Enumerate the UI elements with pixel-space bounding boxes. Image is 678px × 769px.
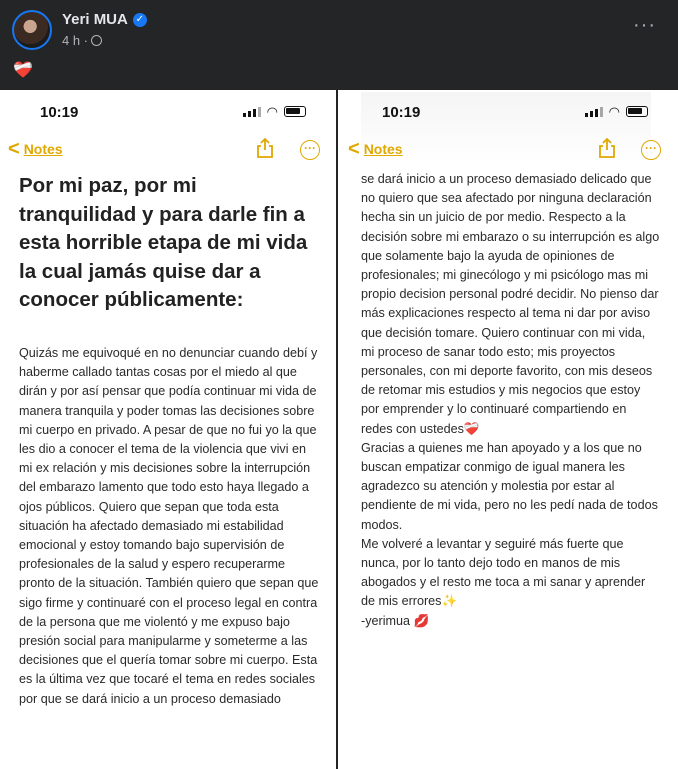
wifi-icon: ◠ [608, 104, 620, 119]
chevron-left-icon: < [348, 138, 360, 160]
status-bar [0, 104, 336, 124]
note-screenshot-right[interactable] [338, 90, 678, 769]
author-row [62, 11, 147, 28]
globe-icon [91, 35, 102, 46]
signal-icon [585, 106, 603, 117]
notes-back-label: Notes [23, 141, 63, 157]
notes-back-label: Notes [363, 141, 403, 157]
notes-back-button[interactable] [348, 140, 403, 158]
notes-back-button[interactable] [8, 140, 63, 158]
share-icon[interactable] [256, 138, 274, 158]
status-bar [338, 104, 678, 124]
post-time[interactable]: 4 h · [62, 33, 89, 48]
chevron-left-icon: < [8, 138, 20, 160]
post-meta [62, 33, 102, 48]
status-icons [243, 106, 306, 117]
notes-nav-bar [0, 140, 336, 164]
status-time: 10:19 [382, 104, 421, 121]
post-caption: ❤️‍🩹 [13, 62, 33, 79]
ellipsis-circle-icon[interactable]: ··· [300, 140, 320, 160]
bottom-fade [0, 755, 336, 769]
share-icon[interactable] [598, 138, 616, 158]
note-title: Por mi paz, por mi tranquilidad y para darle fin a esta horrible etapa de mi vida la cual jamás quise dar a conocer públicamente: [19, 174, 308, 311]
signal-icon [243, 106, 261, 117]
wifi-icon: ◠ [266, 104, 278, 119]
verified-badge-icon: ✓ [133, 13, 147, 27]
avatar[interactable] [12, 10, 52, 50]
more-options-button[interactable]: ··· [633, 14, 656, 36]
battery-icon [284, 106, 306, 117]
status-icons [585, 106, 648, 117]
author-name[interactable]: Yeri MUA [62, 11, 128, 28]
status-time: 10:19 [40, 104, 79, 121]
notes-nav-bar [338, 140, 678, 164]
note-body-left: Quizás me equivoqué en no denunciar cuando debí y haberme callado tantas cosas por el miedo al que dirán y por así pensar que podía continuar mi vida de manera tranquila y poder tomas las decisiones sobre mi cuerpo en privado. A pesar de que no fui yo la que les dio a conocer el tema de la violencia que vivi en mi ex relación y mis decisiones sobre la interrupción del embarazo lamento que todo esto haya llegado a ojos públicos. Quiero que sepan que toda esta situación ha afectado demasiado mi estabilidad emocional y estoy tomando bajo supervisión de profesionales de la salud y espero recuperarme pronto de la situación. También quiero que sepan que sigo firme y continuaré con el proceso legal en contra de la persona que me violentó y me expuso bajo presión social para manipularme y someterme a las decisiones que el quería tomar sobre mi cuerpo. Esta es la última vez que tocaré el tema en redes sociales por que se dará inicio a un proceso demasiado [19, 346, 319, 706]
note-screenshot-left[interactable] [0, 90, 336, 769]
post-header [0, 0, 678, 90]
note-body-right: se dará inicio a un proceso demasiado delicado que no quiero que sea afectado por ninguna declaración hecha sin un juicio de por medio. Respecto a la decisión sobre mi embarazo o su interrupción es algo que solamente bajo la ayuda de opiniones de profesionales; mi ginecólogo y mi psicólogo mas mi propio decision personal podré decidir. No pienso dar más explicaciones respecto al tema ni dar por aviso que decisión tomare. Quiero continuar con mi vida, mi proceso de sanar todo esto; mis proyectos personales, con mi deporte favorito, con mis deseos de retomar mis estudios y mis negocios que estoy por emprender y lo continuaré compartiendo en redes con ustedes❤️‍🩹 Gracias a quienes me han apoyado y a los que no buscan empatizar conmigo de igual manera les agradezco su atención y molestia por estar al pendiente de mi vida, pero no les pedí nada de todos modos. Me volveré a levantar y seguiré más fuerte que nunca, por lo tanto dejo todo en manos de mis abogados y el resto me toca a mi sanar y aprender de mis errores✨ -yerimua 💋 [361, 172, 660, 628]
battery-icon [626, 106, 648, 117]
ellipsis-circle-icon[interactable]: ··· [641, 140, 661, 160]
